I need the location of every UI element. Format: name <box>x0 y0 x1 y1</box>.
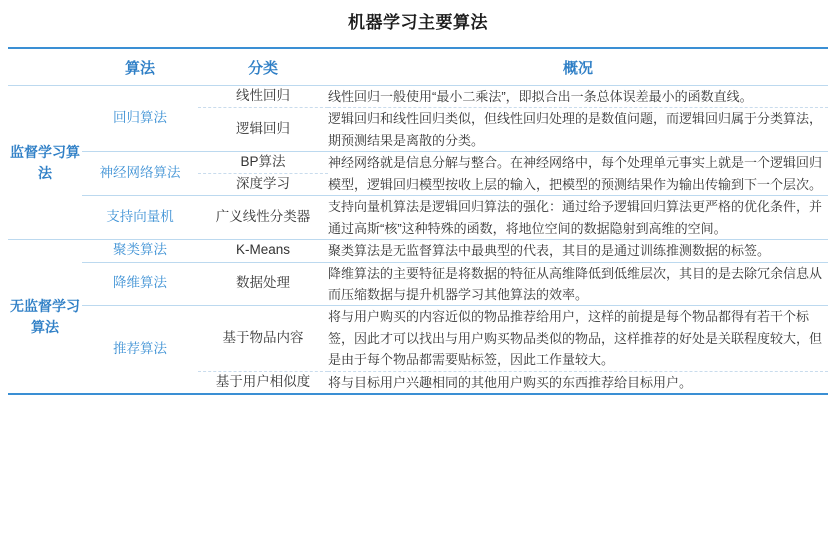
header-category: 分类 <box>198 48 328 86</box>
table-row <box>8 86 828 108</box>
overview-linear-regression: 线性回归一般使用“最小二乘法”，即拟合出一条总体误差最小的函数直线。 <box>328 89 753 104</box>
algorithm-recommendation: 推荐算法 <box>82 306 198 393</box>
category-linear-regression: 线性回归 <box>236 88 290 104</box>
category-data-processing: 数据处理 <box>198 262 328 306</box>
algorithm-regression: 回归算法 <box>113 110 167 126</box>
table-header-row <box>8 48 828 86</box>
table-row <box>8 196 828 240</box>
overview-logistic-regression: 逻辑回归和线性回归类似，但线性回归处理的是数值问题，而逻辑回归属于分类算法，期预测结果是离散的分类。 <box>328 108 828 152</box>
overview-item-based: 将与用户购买的内容近似的物品推荐给用户，这样的前提是每个物品都得有若干个标签，因此才可以找出与用户购买物品类似的物品，这样推荐的好处是关联程度较大，但是由于每个物品都需要贴标签，因此工作量较大。 <box>328 306 828 371</box>
algorithms-table <box>8 47 828 393</box>
table-row <box>8 306 828 371</box>
algorithm-neural-network: 神经网络算法 <box>82 152 198 196</box>
overview-clustering: 聚类算法是无监督算法中最典型的代表，其目的是通过训练推测数据的标签。 <box>328 240 828 262</box>
overview-dimensionality-reduction: 降维算法的主要特征是将数据的特征从高维降低到低维层次，其目的是去除冗余信息从而压缩数据与提升机器学习其他算法的效率。 <box>328 262 828 306</box>
category-deep-learning: 深度学习 <box>198 174 328 196</box>
category-generalized-linear-classifier: 广义线性分类器 <box>198 196 328 240</box>
category-item-based: 基于物品内容 <box>198 306 328 371</box>
overview-neural-network: 神经网络就是信息分解与整合。在神经网络中，每个处理单元事实上就是一个逻辑回归模型，逻辑回归模型按收上层的输入，把模型的预测结果作为输出传输到下一个层次。 <box>328 152 828 196</box>
overview-user-based: 将与目标用户兴趣相同的其他用户购买的东西推荐给目标用户。 <box>328 371 828 393</box>
table-bottom-rule <box>8 393 828 395</box>
category-kmeans: K-Means <box>198 240 328 262</box>
category-logistic-regression: 逻辑回归 <box>198 108 328 152</box>
page-title: 机器学习主要算法 <box>348 13 488 32</box>
algorithm-svm: 支持向量机 <box>82 196 198 240</box>
table-row <box>8 152 828 174</box>
category-user-based: 基于用户相似度 <box>198 371 328 393</box>
header-algorithm: 算法 <box>82 48 198 86</box>
group-label-supervised: 监督学习算法 <box>10 144 80 181</box>
group-label-unsupervised: 无监督学习算法 <box>8 240 82 394</box>
header-group <box>8 48 82 86</box>
table-row <box>8 262 828 306</box>
overview-svm: 支持向量机算法是逻辑回归算法的强化：通过给予逻辑回归算法更严格的优化条件，并通过高斯“核”这种特殊的函数，将地位空间的数据隐射到高维的空间。 <box>328 196 828 240</box>
table-row <box>8 240 828 262</box>
category-bp-algorithm: BP算法 <box>198 152 328 174</box>
algorithm-dimensionality-reduction: 降维算法 <box>82 262 198 306</box>
algorithm-clustering: 聚类算法 <box>82 240 198 262</box>
header-overview: 概况 <box>328 48 828 86</box>
